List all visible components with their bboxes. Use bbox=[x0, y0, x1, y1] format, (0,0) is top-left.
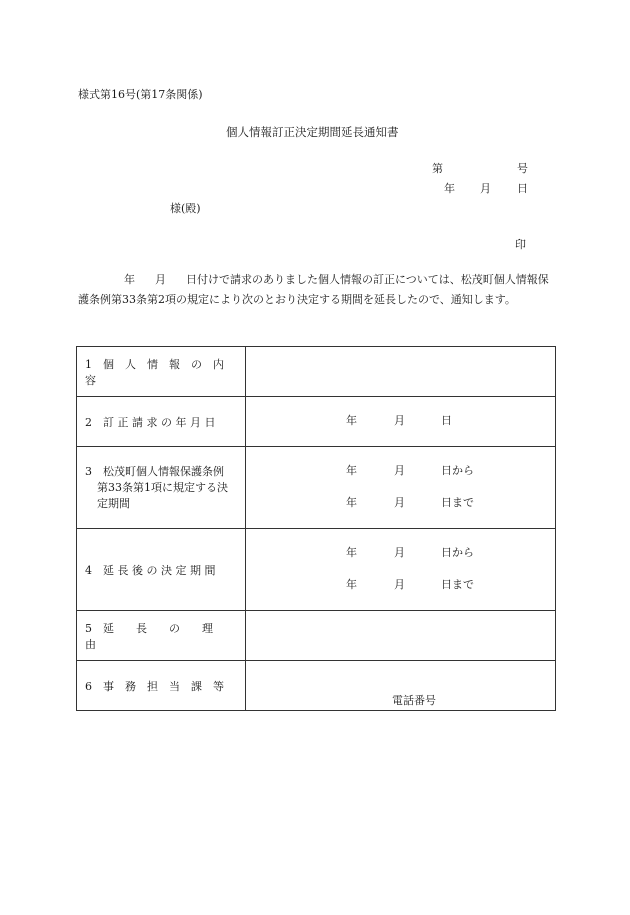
year-unit: 年 bbox=[346, 463, 357, 477]
until-unit: 日まで bbox=[441, 495, 474, 509]
table-row bbox=[77, 529, 556, 611]
day-unit: 日 bbox=[441, 413, 452, 427]
month-unit: 月 bbox=[394, 463, 405, 477]
body-month: 月 bbox=[155, 273, 166, 286]
table-row bbox=[77, 347, 556, 397]
table-row bbox=[77, 611, 556, 661]
row-value bbox=[246, 397, 556, 447]
table-row bbox=[77, 447, 556, 529]
header-date-day: 日 bbox=[517, 182, 528, 195]
header-date-month: 月 bbox=[480, 182, 491, 195]
document-title: 個人情報訂正決定期間延長通知書 bbox=[226, 125, 399, 139]
label-line: 定期間 bbox=[97, 496, 130, 510]
label-line: 第33条第1項に規定する決 bbox=[97, 480, 228, 494]
year-unit: 年 bbox=[346, 413, 357, 427]
year-unit: 年 bbox=[346, 577, 357, 591]
row-value bbox=[246, 529, 556, 611]
row-value bbox=[246, 661, 556, 711]
from-unit: 日から bbox=[441, 463, 474, 477]
until-unit: 日まで bbox=[441, 577, 474, 591]
number-suffix: 号 bbox=[517, 162, 528, 175]
body-paragraph bbox=[78, 270, 558, 310]
month-unit: 月 bbox=[394, 413, 405, 427]
date-line bbox=[246, 544, 555, 564]
row-value bbox=[246, 347, 556, 397]
row-label: 4 延 長 後 の 決 定 期 間 bbox=[77, 529, 246, 611]
header-date-year: 年 bbox=[444, 182, 455, 195]
seal-mark: 印 bbox=[515, 238, 526, 251]
table-row bbox=[77, 661, 556, 711]
date-line bbox=[246, 494, 555, 514]
from-unit: 日から bbox=[441, 545, 474, 559]
row-label: 6 事 務 担 当 課 等 bbox=[77, 661, 246, 711]
phone-label: 電話番号 bbox=[392, 694, 436, 707]
year-unit: 年 bbox=[346, 545, 357, 559]
body-year: 年 bbox=[124, 273, 135, 286]
row-label bbox=[77, 447, 246, 529]
date-line bbox=[246, 576, 555, 596]
row-value bbox=[246, 447, 556, 529]
row-value bbox=[246, 611, 556, 661]
date-line bbox=[246, 412, 555, 432]
row-label: 2 訂 正 請 求 の 年 月 日 bbox=[77, 397, 246, 447]
row-label: 5 延 長 の 理 由 bbox=[77, 611, 246, 661]
label-line: 3 松茂町個人情報保護条例 bbox=[85, 464, 224, 478]
info-table bbox=[76, 346, 556, 711]
form-number: 様式第16号(第17条関係) bbox=[78, 88, 203, 101]
addressee: 様(殿) bbox=[170, 202, 201, 215]
month-unit: 月 bbox=[394, 545, 405, 559]
month-unit: 月 bbox=[394, 577, 405, 591]
row-label: 1 個 人 情 報 の 内 容 bbox=[77, 347, 246, 397]
year-unit: 年 bbox=[346, 495, 357, 509]
number-prefix: 第 bbox=[432, 162, 443, 175]
table-row bbox=[77, 397, 556, 447]
date-line bbox=[246, 462, 555, 482]
body-text: 日付けで請求のありました個人情報の訂正については、松茂町個人情報保護条例第33条第2項の規定により次のとおり決定する期間を延長したので、通知します。 bbox=[78, 273, 549, 306]
month-unit: 月 bbox=[394, 495, 405, 509]
